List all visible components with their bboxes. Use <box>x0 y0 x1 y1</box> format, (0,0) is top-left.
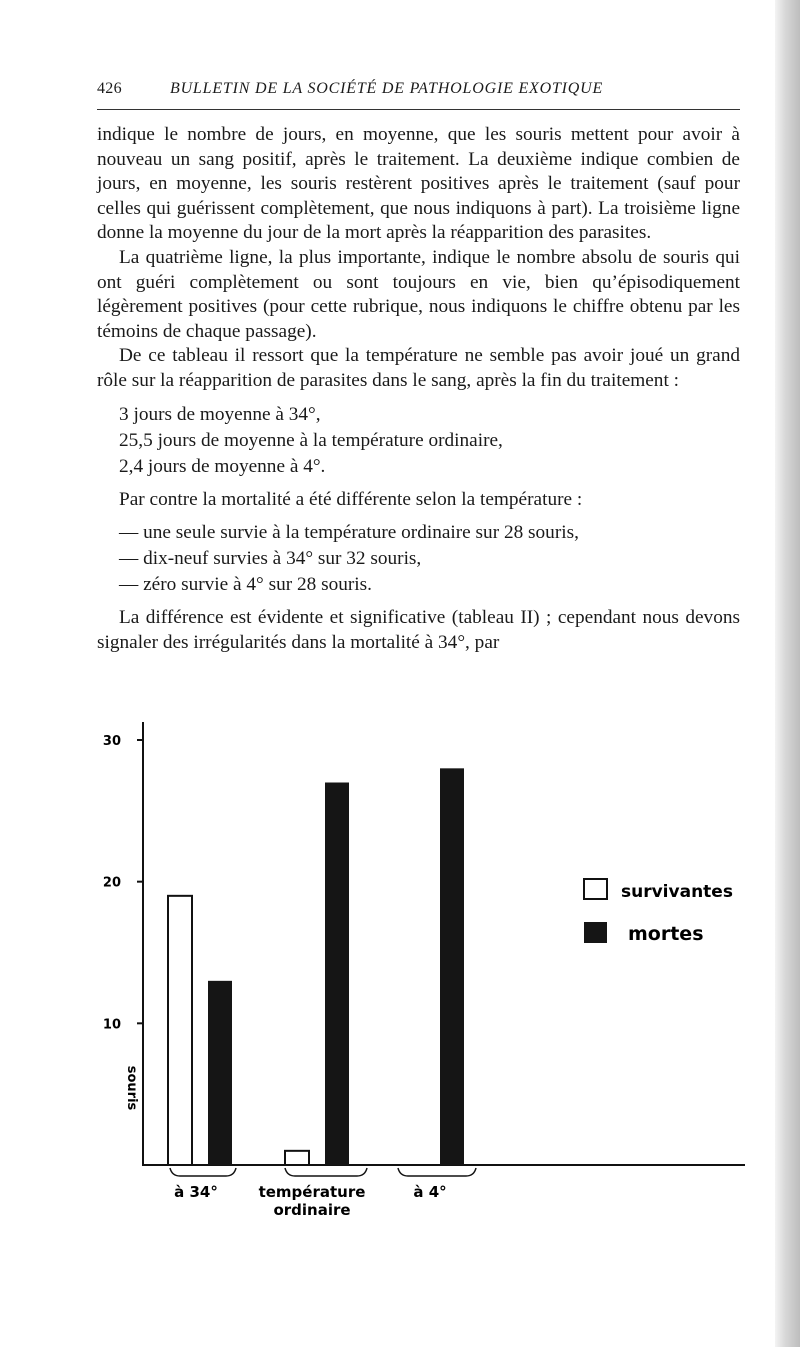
list-item: 3 jours de moyenne à 34°, <box>119 403 321 425</box>
bar-mortes <box>325 783 349 1166</box>
y-axis-label: souris <box>124 1065 139 1111</box>
y-ticks <box>103 734 143 1032</box>
group-label: ordinaire <box>273 1201 351 1219</box>
y-tick-label: 20 <box>102 875 121 891</box>
group-label: température <box>258 1183 366 1201</box>
list-item: — une seule survie à la température ordinaire sur 28 souris, <box>119 522 579 544</box>
page-number: 426 <box>97 80 122 97</box>
group-bracket <box>398 1168 476 1176</box>
legend-label-survivantes: survivantes <box>621 882 733 902</box>
list-item: 25,5 jours de moyenne à la température ordinaire, <box>119 429 503 451</box>
list-item: — dix-neuf survies à 34° sur 32 souris, <box>119 548 422 570</box>
bar-survivantes <box>168 896 192 1165</box>
y-tick-label: 30 <box>102 734 121 749</box>
paragraph-5: La différence est évidente et significative (tableau II) ; cependant nous devons signaler des irrégularités dans la mortalité à 34°, par <box>97 607 740 653</box>
legend-swatch-survivantes <box>584 879 607 899</box>
journal-title: BULLETIN DE LA SOCIÉTÉ DE PATHOLOGIE EXOTIQUE <box>170 80 604 97</box>
paragraph-1: indique le nombre de jours, en moyenne, que les souris mettent pour avoir à nouveau un sang positif, après le traitement. La deuxième indique combien de jours, en moyenne, les souris restèrent positives après le traitement (sauf pour celles qui guérissent complètement, que nous indiquons à part). La troisième ligne donne la moyenne du jour de la mort après la réapparition des parasites. <box>97 124 740 244</box>
paragraph-3: De ce tableau il ressort que la température ne semble pas avoir joué un grand rôle sur la réapparition de parasites dans le sang, après la fin du traitement : <box>97 345 740 391</box>
bars <box>168 768 464 1165</box>
legend-swatch-mortes <box>584 922 607 943</box>
bar-survivantes <box>285 1151 309 1165</box>
list-item: 2,4 jours de moyenne à 4°. <box>119 455 326 477</box>
group-bracket <box>285 1168 367 1176</box>
paragraph-2: La quatrième ligne, la plus importante, indique le nombre absolu de souris qui ont guéri complètement ou sont toujours en vie, bien qu’épisodiquement légèrement positives (pour cette rubrique, nous indiquons le chiffre obtenu par les témoins de chaque passage). <box>97 246 740 342</box>
bar-mortes <box>208 981 232 1165</box>
paragraph-4: Par contre la mortalité a été différente selon la température : <box>119 488 583 510</box>
bar-mortes <box>440 768 464 1165</box>
list-item: — zéro survie à 4° sur 28 souris. <box>119 574 372 596</box>
group-labels <box>170 1168 476 1219</box>
y-tick-label: 10 <box>102 1017 121 1033</box>
group-label: à 34° <box>174 1183 218 1201</box>
group-bracket <box>170 1168 236 1176</box>
legend-label-mortes: mortes <box>628 923 704 945</box>
group-label: à 4° <box>413 1183 447 1201</box>
